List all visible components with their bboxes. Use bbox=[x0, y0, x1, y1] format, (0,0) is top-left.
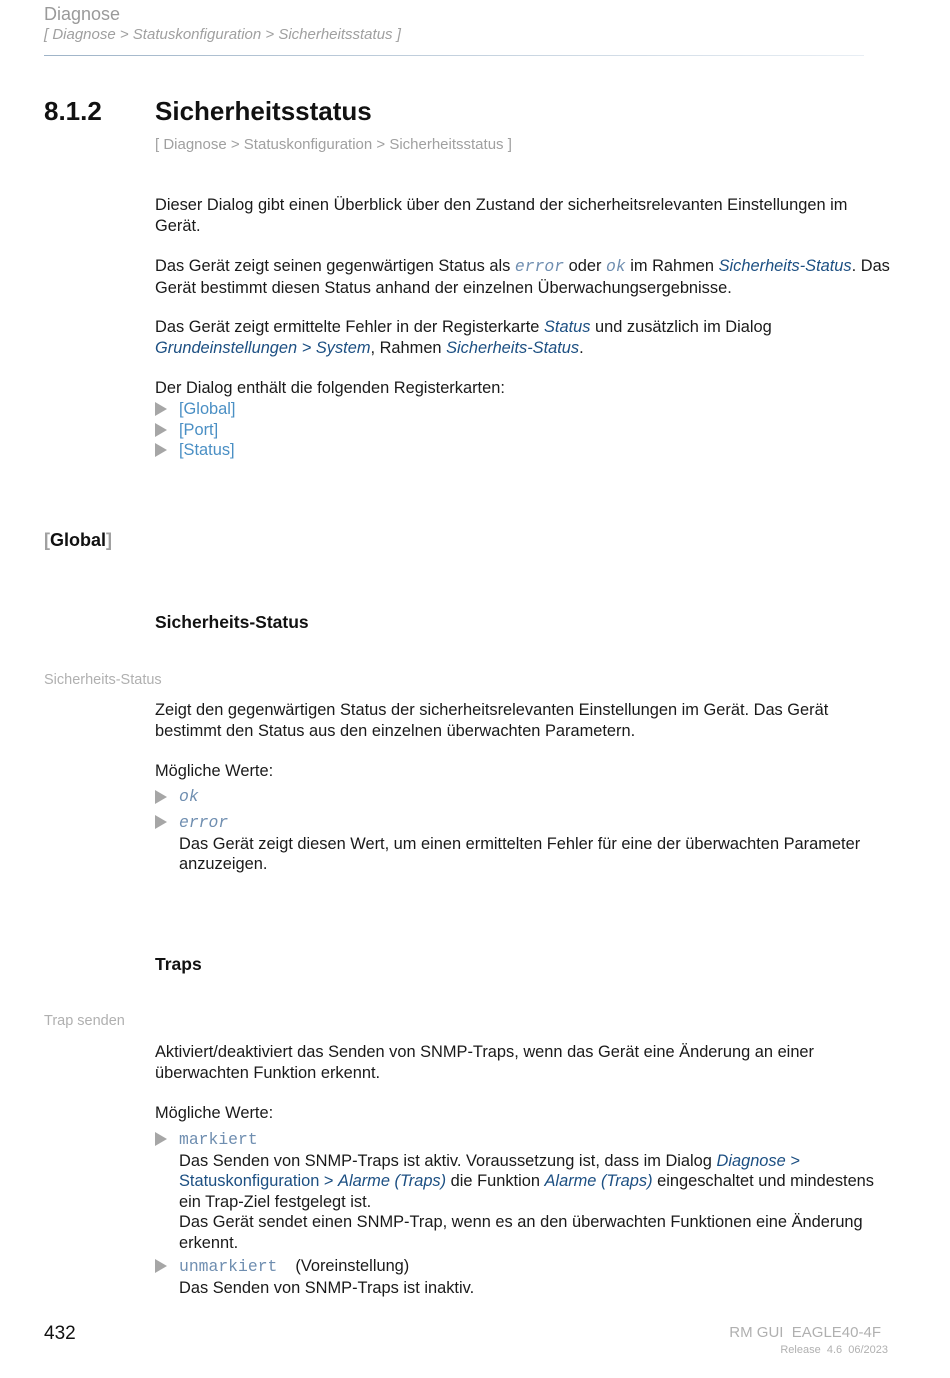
value-error-description: Das Gerät zeigt diesen Wert, um einen ermittelten Fehler für eine der überwachten Parameter anzuzeigen. bbox=[179, 834, 861, 873]
frame-link-sicherheits-status-2[interactable]: Sicherheits-Status bbox=[446, 338, 580, 357]
text-fragment: . Das Gerät bestimmt diesen Status anhand der einzelnen Überwachungsergebnisse. bbox=[155, 257, 890, 297]
tab-link-global[interactable]: [Global] bbox=[179, 400, 236, 418]
text-fragment: . bbox=[579, 338, 584, 357]
text-fragment: Das Gerät zeigt seinen gegenwärtigen Status als bbox=[155, 257, 515, 275]
text-fragment: Das Senden von SNMP-Traps ist aktiv. Voraussetzung ist, dass im Dialog bbox=[179, 1151, 717, 1170]
text-fragment: eingeschaltet und mindestens ein Trap-Ziel festgelegt ist. bbox=[179, 1172, 874, 1211]
bullet-triangle-icon bbox=[155, 443, 167, 457]
tab-link-status-list[interactable]: [Status] bbox=[179, 441, 235, 459]
value-unmarkiert-description: Das Senden von SNMP-Traps ist inaktiv. bbox=[179, 1278, 475, 1297]
bullet-triangle-icon bbox=[155, 423, 167, 437]
bullet-triangle-icon bbox=[155, 1259, 167, 1273]
text-fragment: und zusätzlich im Dialog bbox=[590, 318, 772, 336]
bullet-triangle-icon bbox=[155, 790, 167, 804]
values-label: Mögliche Werte: bbox=[155, 762, 274, 780]
dialog-link-statuskonfiguration[interactable]: Statuskonfiguration > bbox=[179, 1172, 339, 1190]
value-markiert-description-2: Das Gerät sendet einen SNMP-Trap, wenn es an den überwachten Funktionen eine Änderung erkennt. bbox=[179, 1213, 863, 1252]
bracket: [ bbox=[44, 530, 50, 550]
text-fragment: im Rahmen bbox=[625, 257, 719, 275]
default-note: (Voreinstellung) bbox=[295, 1257, 410, 1275]
intro-paragraph-1: Dieser Dialog gibt einen Überblick über den Zustand der sicherheitsrelevanten Einstellungen im Gerät. bbox=[155, 196, 848, 235]
text-fragment: Das Gerät zeigt ermittelte Fehler in der Registerkarte bbox=[155, 318, 544, 336]
intro-paragraph-3 bbox=[155, 317, 890, 358]
parameter-label-trap-senden: Trap senden bbox=[44, 1013, 125, 1029]
text-fragment: die Funktion bbox=[446, 1172, 545, 1190]
value-markiert-block bbox=[179, 1129, 890, 1253]
intro-paragraph-2 bbox=[155, 256, 890, 298]
tab-link-port[interactable]: [Port] bbox=[179, 421, 219, 439]
text-fragment: , Rahmen bbox=[370, 338, 447, 357]
value-error-block bbox=[179, 812, 890, 875]
page-number: 432 bbox=[44, 1323, 76, 1344]
tab-link-status[interactable]: Status bbox=[543, 318, 591, 336]
section-number: 8.1.2 bbox=[44, 96, 102, 126]
group-heading-sicherheits-status: Sicherheits-Status bbox=[155, 612, 309, 632]
parameter-label-sicherheits-status: Sicherheits-Status bbox=[44, 672, 162, 688]
frame-link-sicherheits-status[interactable]: Sicherheits-Status bbox=[718, 257, 852, 275]
dialog-link-diagnose[interactable]: Diagnose > bbox=[716, 1151, 800, 1170]
value-unmarkiert-block bbox=[179, 1256, 890, 1298]
value-markiert-label: markiert bbox=[179, 1130, 258, 1149]
intro-paragraph-4: Der Dialog enthält die folgenden Registerkarten: bbox=[155, 379, 505, 397]
footer-release: Release 4.6 06/2023 bbox=[780, 1344, 888, 1356]
value-error: error bbox=[514, 257, 565, 276]
tab-heading-text: Global bbox=[50, 530, 107, 550]
header-divider bbox=[44, 55, 864, 56]
bullet-triangle-icon bbox=[155, 1132, 167, 1146]
parameter-description: Zeigt den gegenwärtigen Status der sicherheitsrelevanten Einstellungen im Gerät. Das Gerät bestimmt den Status aus den einzelnen überwachten Parametern. bbox=[155, 701, 829, 740]
dialog-link-grundeinstellungen-system[interactable]: Grundeinstellungen > System bbox=[155, 338, 371, 357]
value-error-label: error bbox=[179, 813, 229, 832]
group-heading-traps: Traps bbox=[155, 954, 202, 974]
section-title: Sicherheitsstatus bbox=[155, 96, 372, 126]
section-breadcrumb: [ Diagnose > Statuskonfiguration > Sicherheitsstatus ] bbox=[155, 136, 512, 153]
values-label-traps: Mögliche Werte: bbox=[155, 1104, 274, 1122]
tab-heading-global bbox=[44, 530, 112, 551]
dialog-link-alarme-traps[interactable]: Alarme (Traps) bbox=[338, 1172, 447, 1190]
bullet-triangle-icon bbox=[155, 815, 167, 829]
value-unmarkiert-label: unmarkiert bbox=[179, 1257, 278, 1276]
bracket: ] bbox=[106, 530, 113, 550]
running-header-title: Diagnose bbox=[44, 4, 121, 24]
function-link-alarme-traps[interactable]: Alarme (Traps) bbox=[544, 1172, 653, 1190]
bullet-triangle-icon bbox=[155, 402, 167, 416]
text-fragment: oder bbox=[564, 257, 606, 275]
footer-document-id: RM GUI EAGLE40-4F bbox=[729, 1324, 881, 1341]
parameter-description-traps: Aktiviert/deaktiviert das Senden von SNMP-Traps, wenn das Gerät eine Änderung an einer überwachten Funktion erkennt. bbox=[155, 1043, 815, 1082]
value-ok: ok bbox=[606, 257, 626, 276]
value-ok-label: ok bbox=[179, 787, 199, 806]
running-header-path: [ Diagnose > Statuskonfiguration > Sicherheitsstatus ] bbox=[44, 26, 401, 43]
